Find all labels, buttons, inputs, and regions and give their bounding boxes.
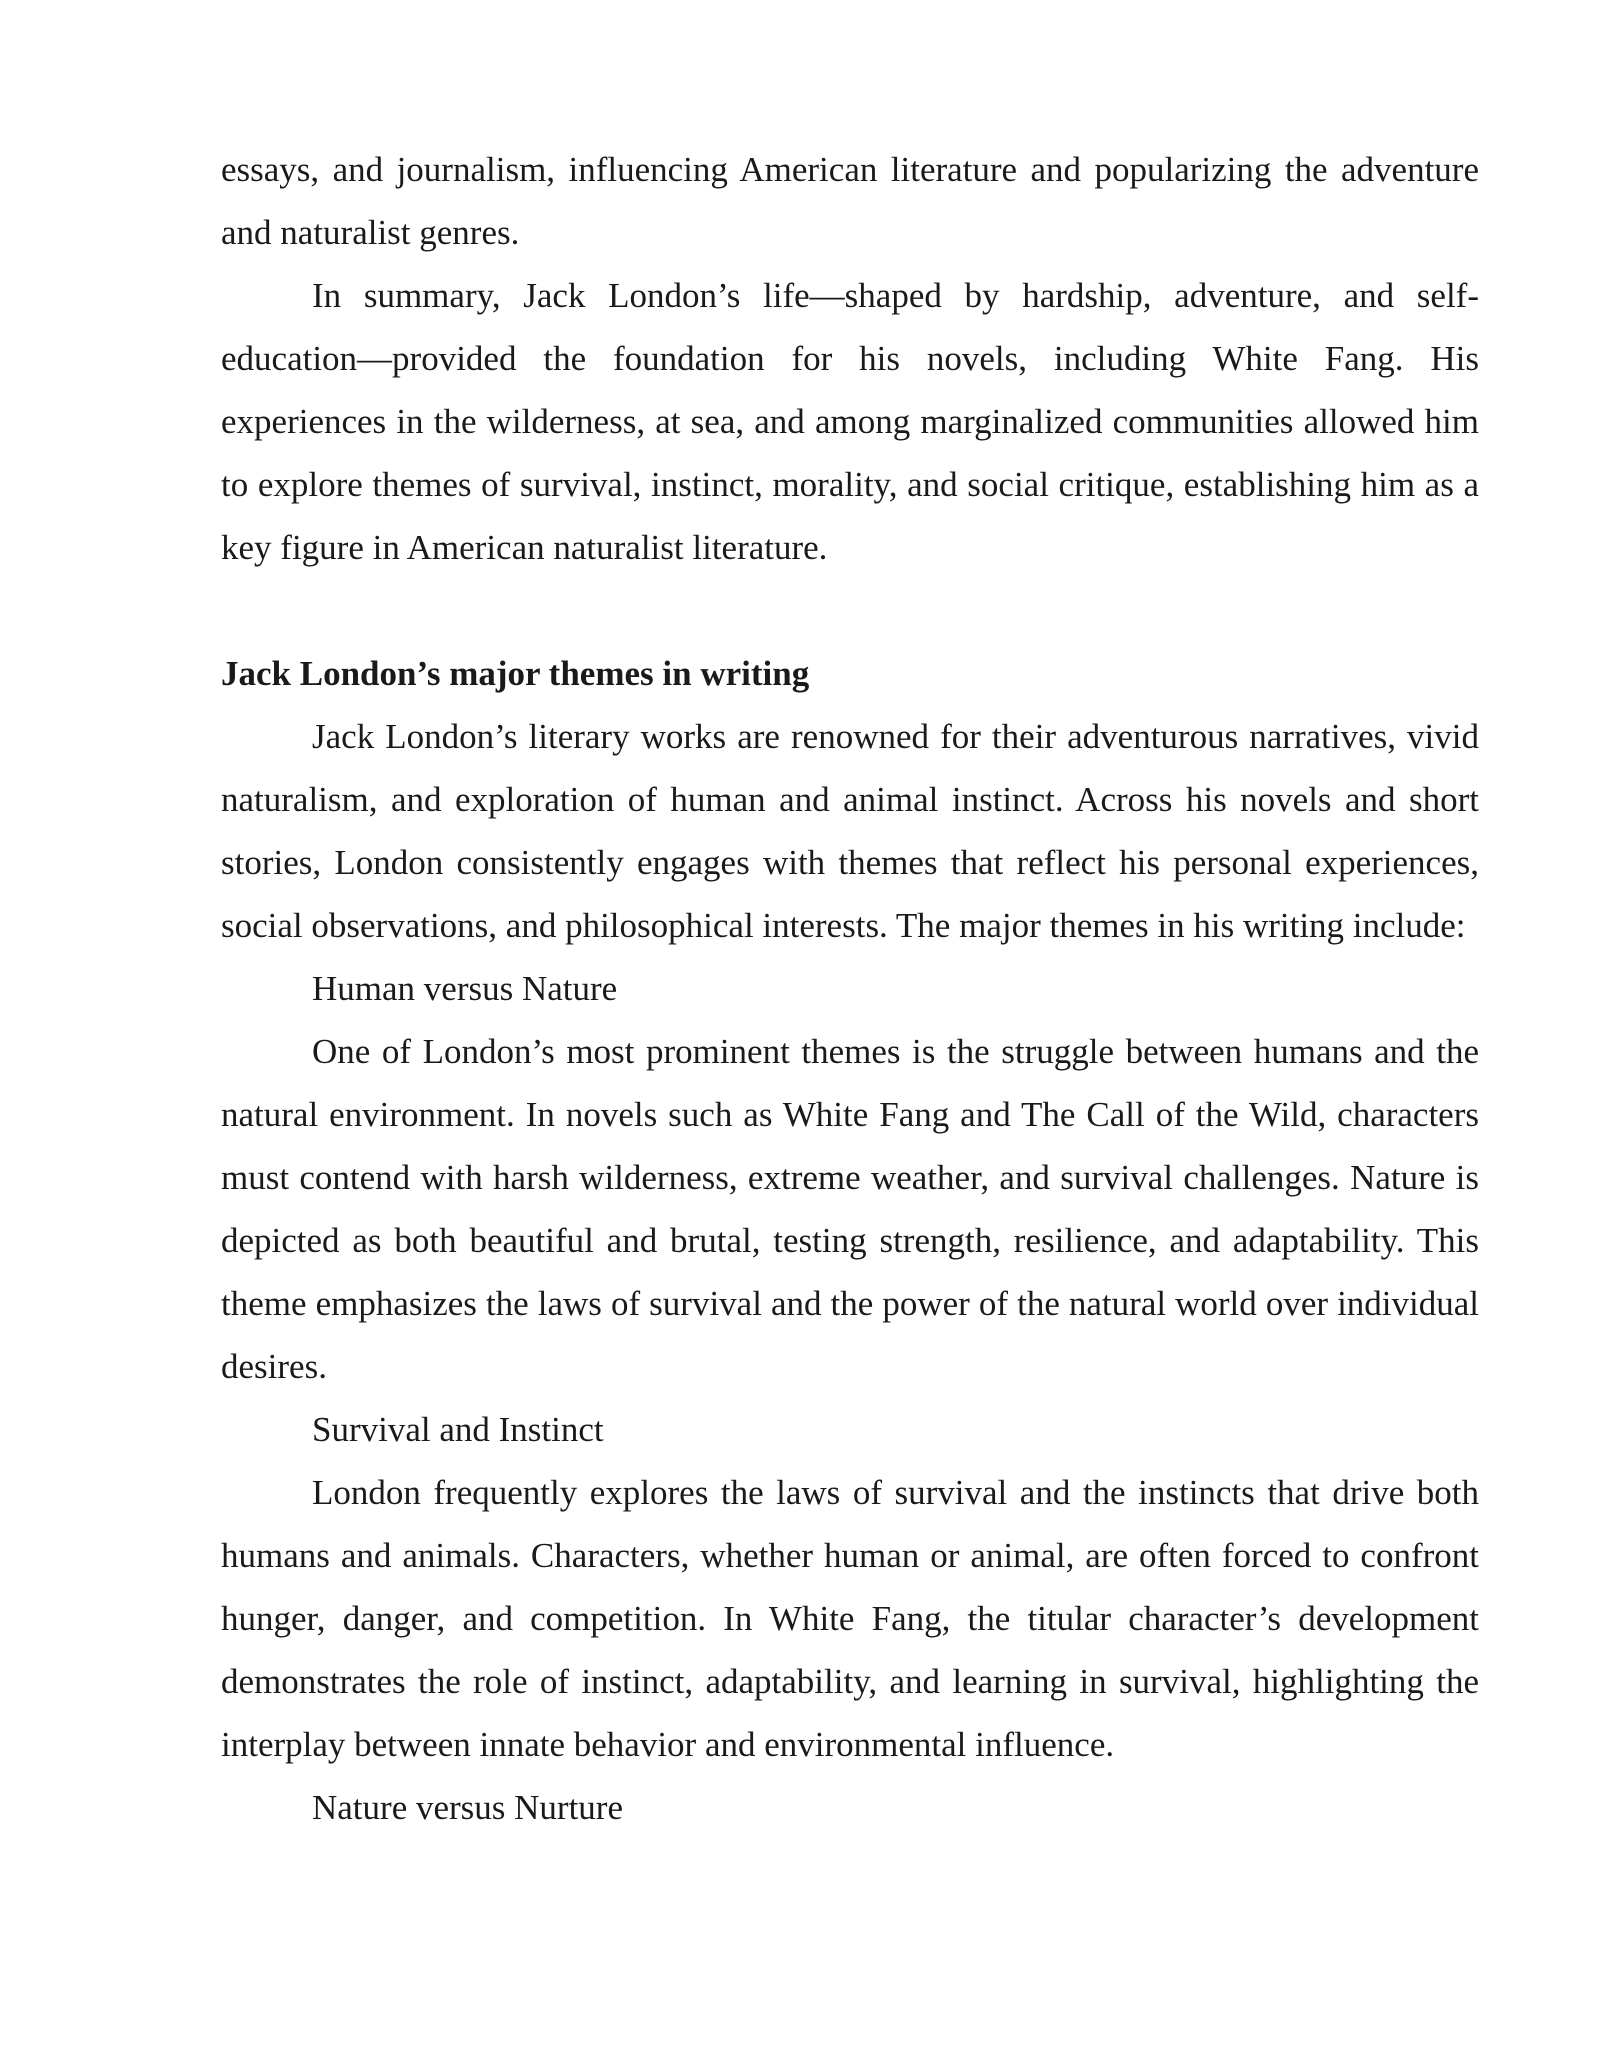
subheading-survival-and-instinct: Survival and Instinct — [312, 1410, 604, 1449]
subheading-human-versus-nature: Human versus Nature — [312, 969, 618, 1008]
document-page — [221, 138, 1479, 1839]
paragraph-survival-and-instinct: London frequently explores the laws of survival and the instincts that drive both humans and animals. Characters, whether human or animal, are often forced to confront hunger, danger, and competition. In White Fang, the titular character’s development demonstrates the role of instinct, adaptability, and learning in survival, highlighting the interplay between innate behavior and environmental influence. — [221, 1473, 1479, 1764]
paragraph-intro-themes: Jack London’s literary works are renowned for their adventurous narratives, vivid naturalism, and exploration of human and animal instinct. Across his novels and short stories, London consistently engages with themes that reflect his personal experiences, social observations, and philosophical interests. The major themes in his writing include: — [221, 717, 1479, 945]
paragraph-human-versus-nature: One of London’s most prominent themes is the struggle between humans and the natural environment. In novels such as White Fang and The Call of the Wild, characters must contend with harsh wilderness, extreme weather, and survival challenges. Nature is depicted as both beautiful and brutal, testing strength, resilience, and adaptability. This theme emphasizes the laws of survival and the power of the natural world over individual desires. — [221, 1032, 1479, 1386]
paragraph-summary: In summary, Jack London’s life—shaped by hardship, adventure, and self-education—provided the foundation for his novels, including White Fang. His experiences in the wilderness, at sea, and among marginalized communities allowed him to explore themes of survival, instinct, morality, and social critique, establishing him as a key figure in American naturalist literature. — [221, 276, 1479, 567]
section-heading: Jack London’s major themes in writing — [221, 654, 810, 693]
subheading-nature-versus-nurture: Nature versus Nurture — [312, 1788, 624, 1827]
paragraph-continuation: essays, and journalism, influencing American literature and popularizing the adventure and naturalist genres. — [221, 150, 1479, 252]
